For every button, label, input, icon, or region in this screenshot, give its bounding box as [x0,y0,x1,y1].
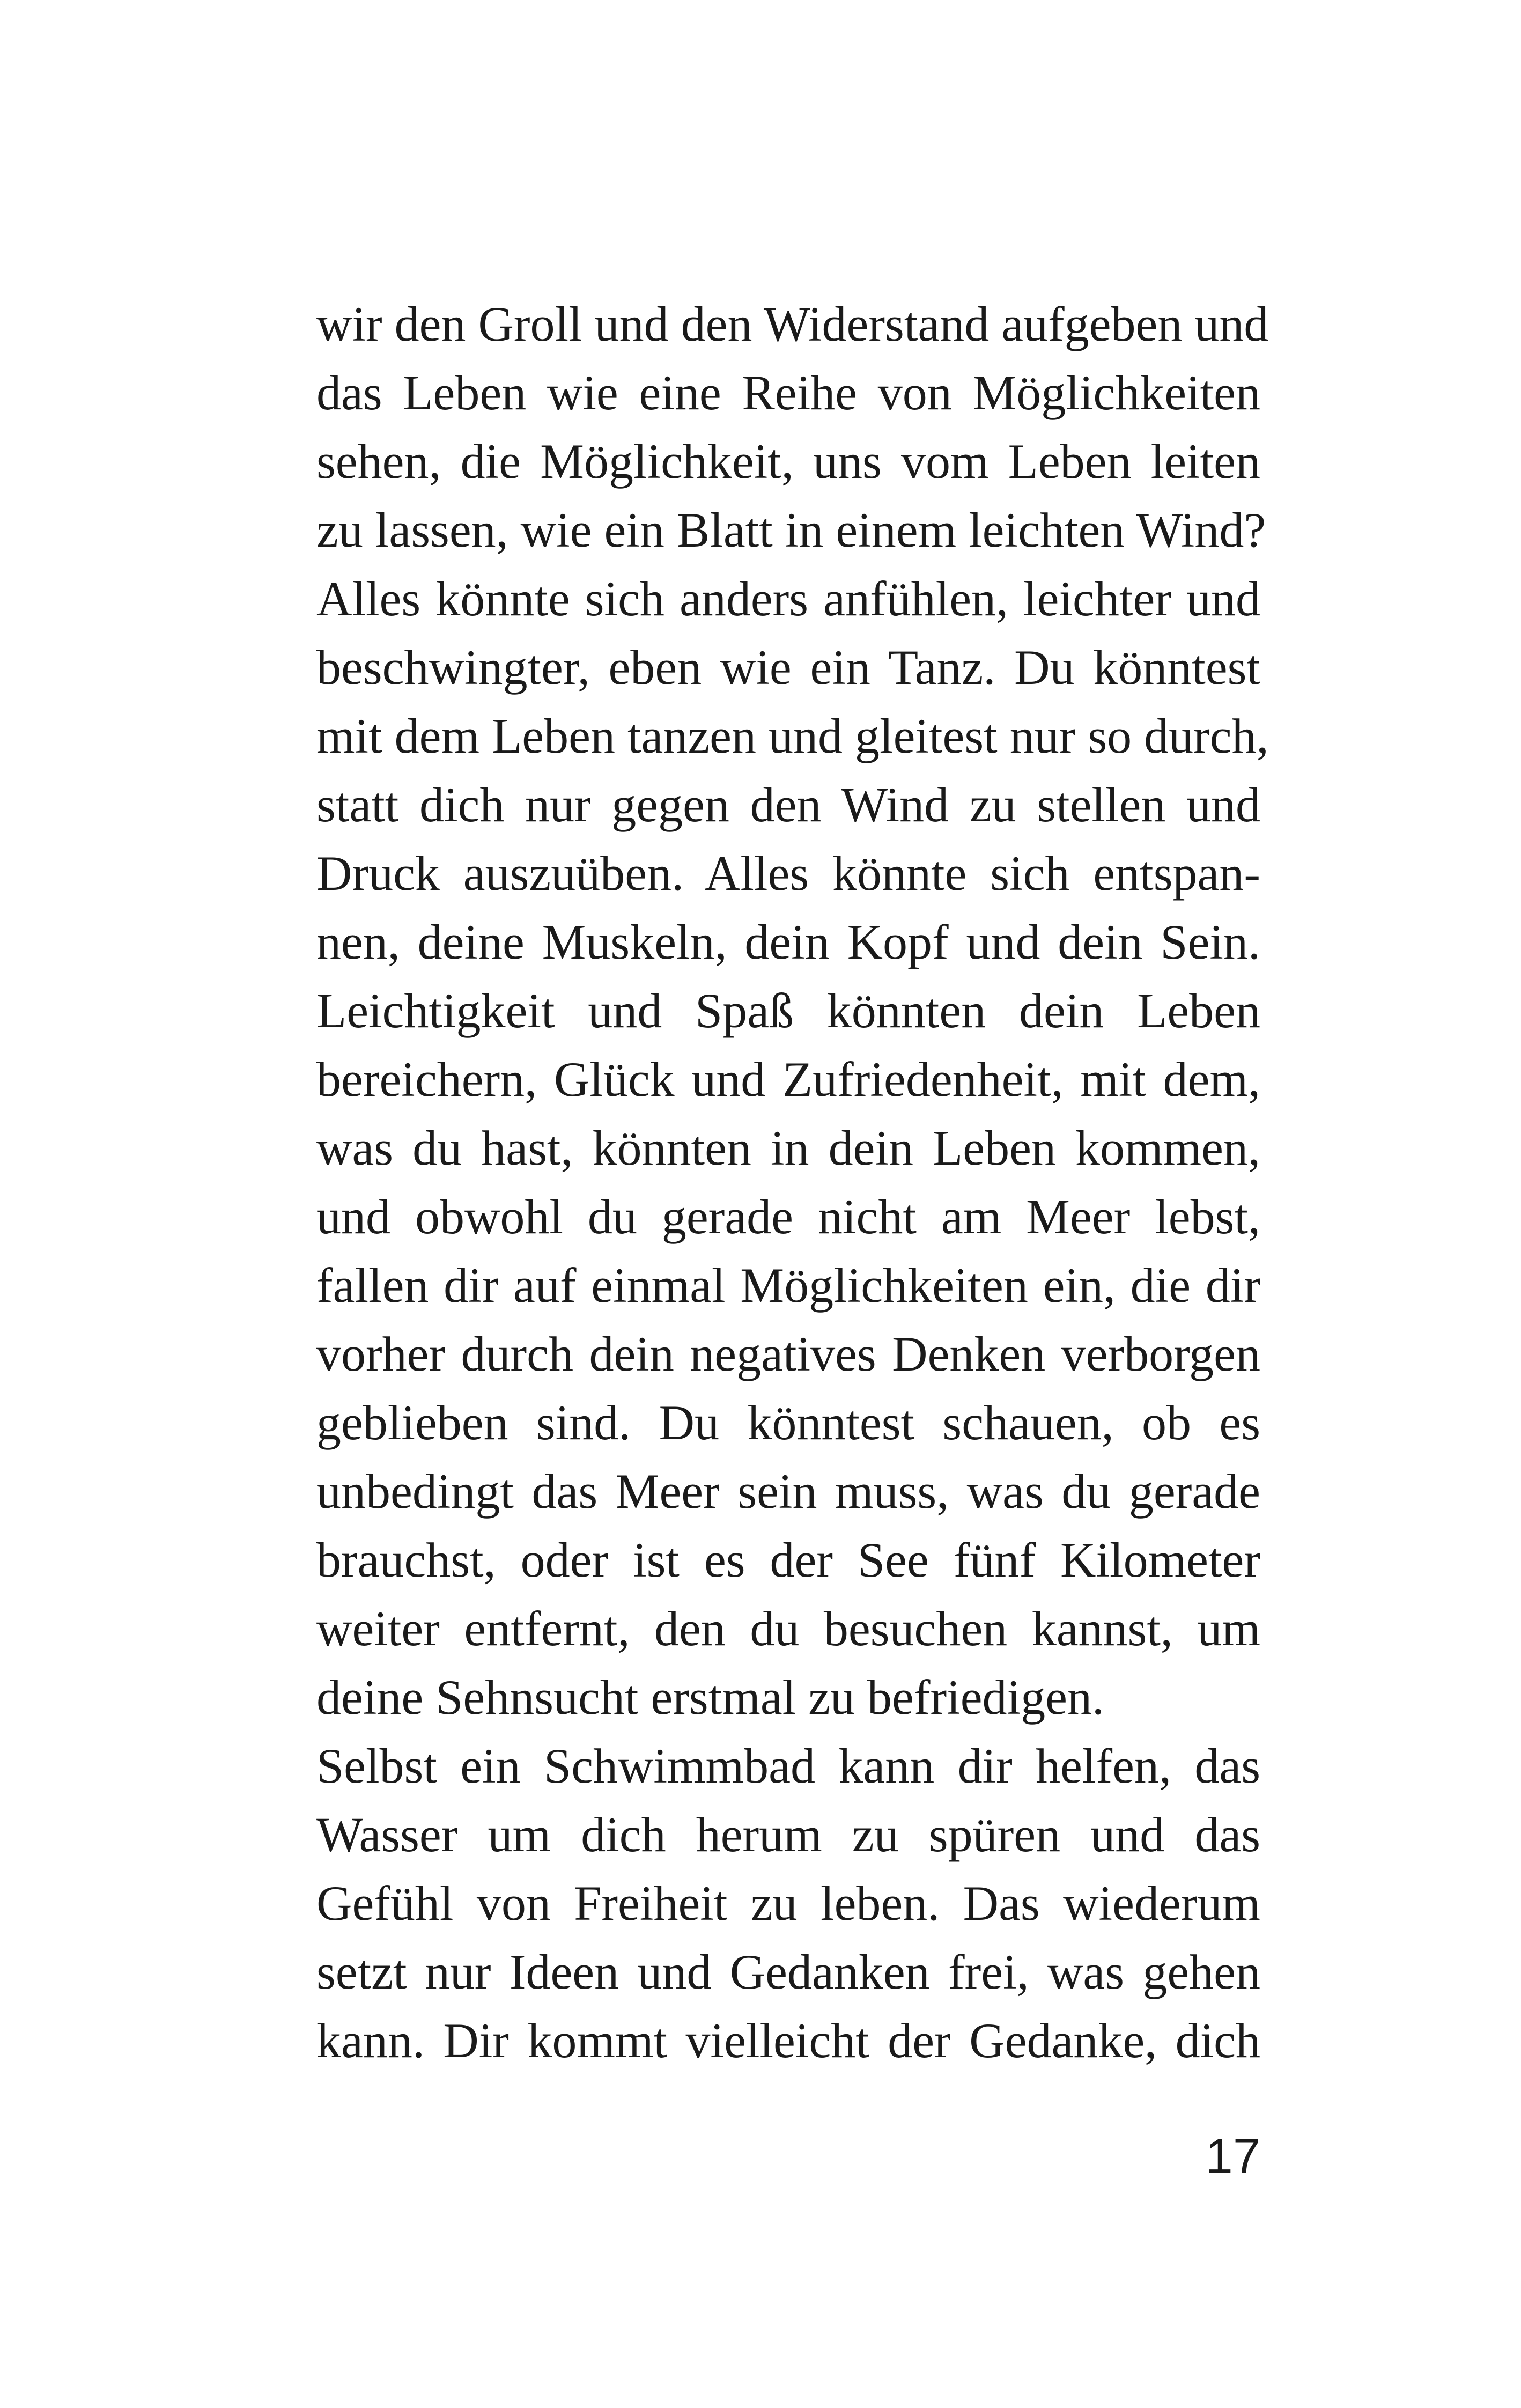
text-line: setzt nur Ideen und Gedanken frei, was gehen [316,1945,1260,1999]
text-line: das Leben wie eine Reihe von Möglichkeiten [316,365,1260,420]
text-line: Druck auszuüben. Alles könnte sich entspan- [316,846,1260,901]
text-line: statt dich nur gegen den Wind zu stellen und [316,777,1260,832]
text-line: deine Sehnsucht erstmal zu befriedigen. [316,1670,1104,1725]
text-line: Selbst ein Schwimmbad kann dir helfen, das [316,1739,1260,1793]
body-text [316,290,1269,2075]
text-line: Wasser um dich herum zu spüren und das [316,1807,1260,1862]
text-line: weiter entfernt, den du besuchen kannst, um [316,1601,1260,1656]
text-line: wir den Groll und den Widerstand aufgeben und [316,297,1269,351]
text-line: vorher durch dein negatives Denken verborgen [316,1327,1260,1381]
text-line: und obwohl du gerade nicht am Meer lebst, [316,1189,1260,1244]
text-line: Alles könnte sich anders anfühlen, leichter und [316,571,1260,626]
text-line: fallen dir auf einmal Möglichkeiten ein, die dir [316,1258,1260,1313]
text-line: geblieben sind. Du könntest schauen, ob es [316,1395,1260,1450]
page-number: 17 [1205,2129,1260,2184]
text-line: Gefühl von Freiheit zu leben. Das wiederum [316,1876,1260,1931]
text-line: beschwingter, eben wie ein Tanz. Du könntest [316,640,1260,695]
text-line: unbedingt das Meer sein muss, was du gerade [316,1464,1260,1519]
text-line: was du hast, könnten in dein Leben kommen, [316,1121,1260,1175]
text-line: nen, deine Muskeln, dein Kopf und dein Sein. [316,915,1260,969]
text-line: bereichern, Glück und Zufriedenheit, mit dem, [316,1052,1260,1107]
text-line: zu lassen, wie ein Blatt in einem leichten Wind? [316,503,1266,557]
text-line: kann. Dir kommt vielleicht der Gedanke, dich [316,2013,1260,2068]
text-line: Leichtigkeit und Spaß könnten dein Leben [316,983,1260,1038]
text-line: sehen, die Möglichkeit, uns vom Leben leiten [316,434,1260,489]
text-line: mit dem Leben tanzen und gleitest nur so durch, [316,709,1269,763]
text-line: brauchst, oder ist es der See fünf Kilometer [316,1533,1260,1587]
